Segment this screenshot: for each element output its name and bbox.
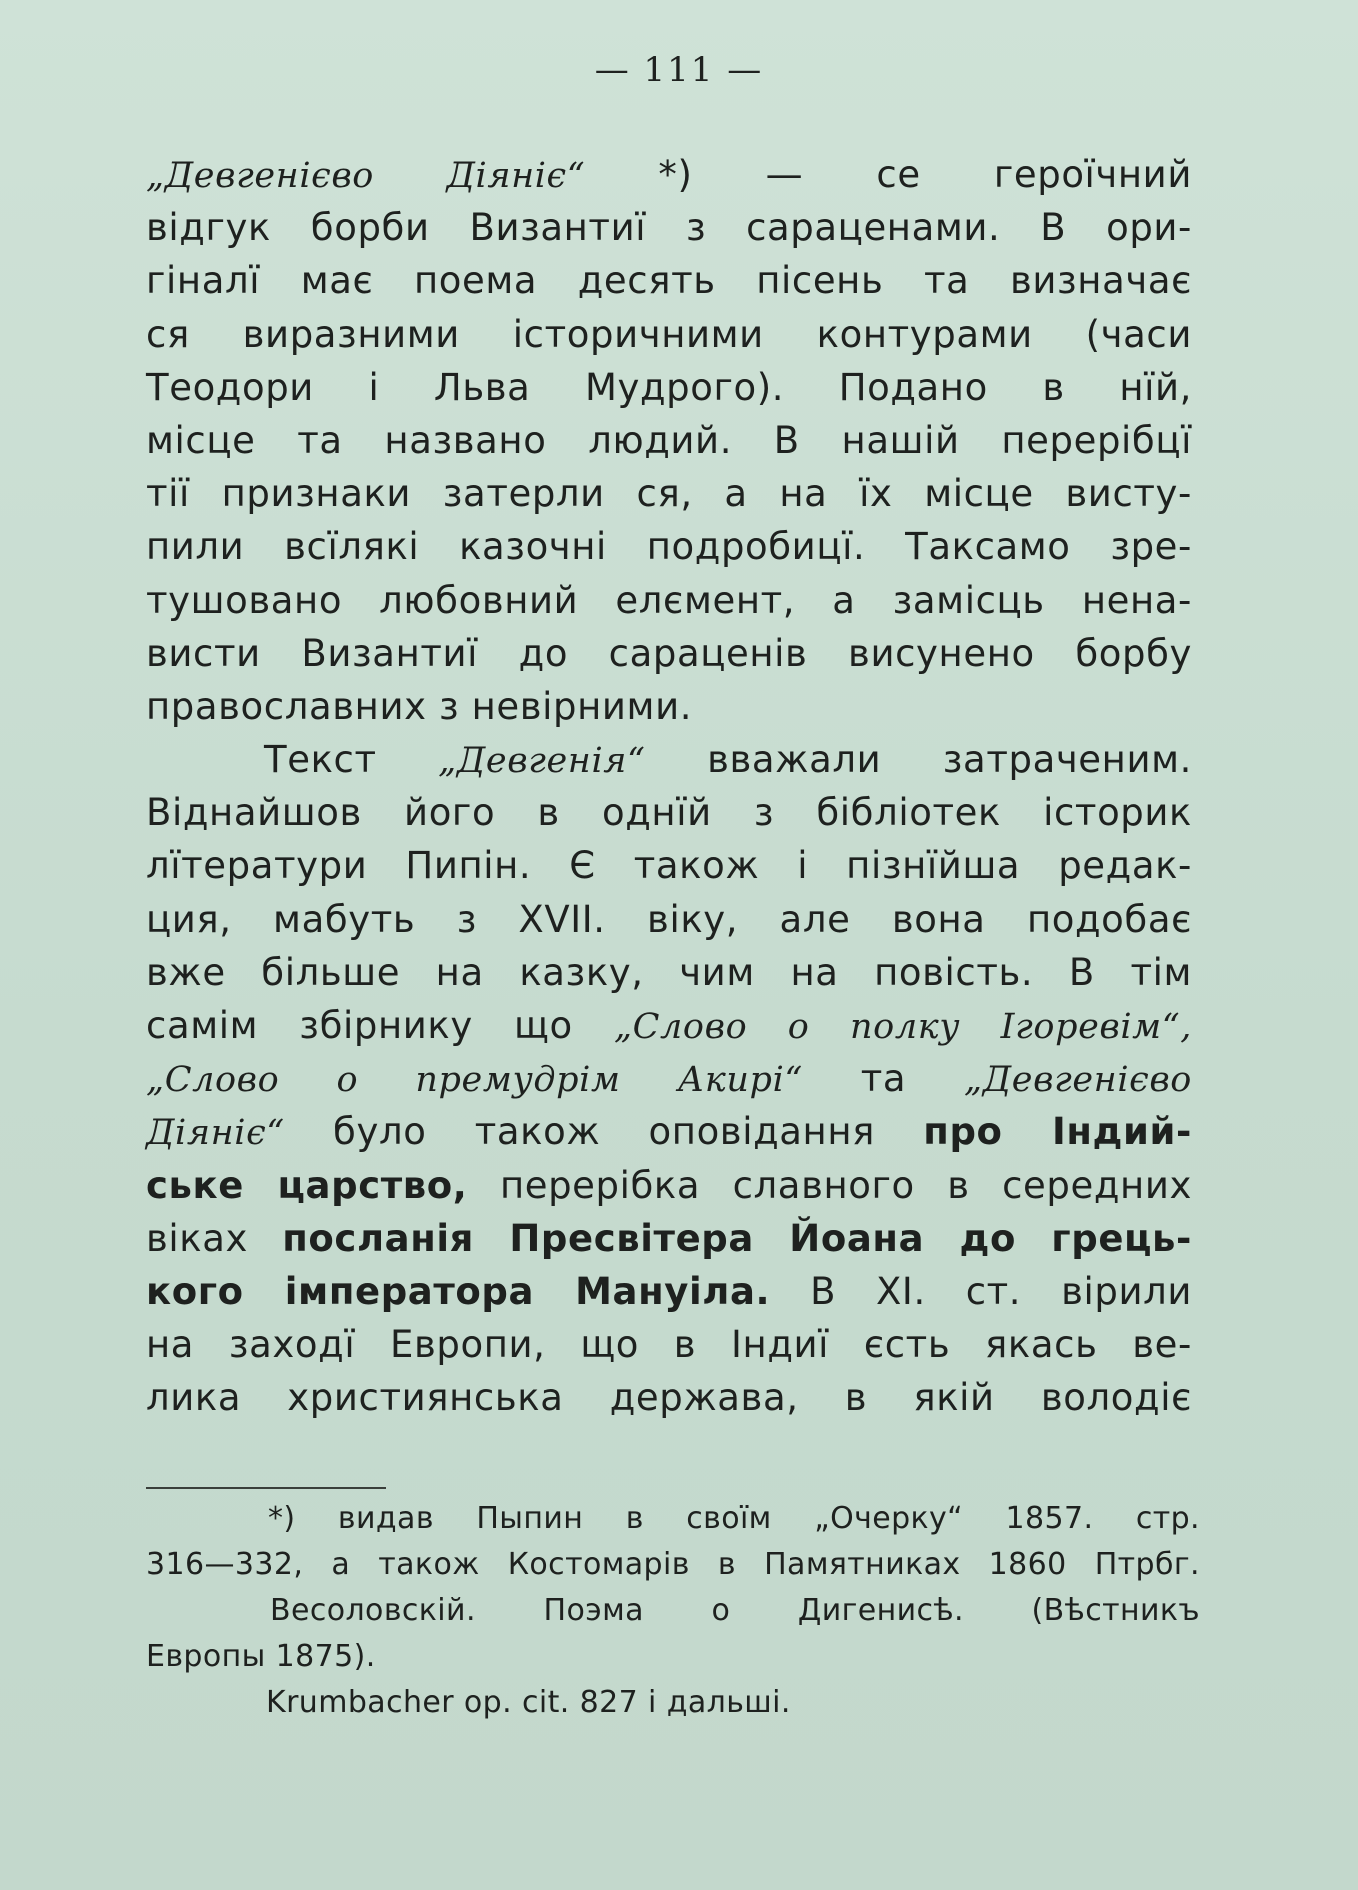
italic-title: „Девгенія“ xyxy=(438,741,646,782)
bold-phrase: кого імператора Мануіла. xyxy=(146,1269,771,1313)
text-fragment: та xyxy=(860,1057,907,1101)
text-line: місце та названо людий. В нашій перерібцї xyxy=(146,418,1192,462)
text-fragment: Текст xyxy=(264,738,377,782)
text-line xyxy=(146,1052,1192,1105)
page-number: — 111 — xyxy=(594,50,764,90)
footnote-line: Европы 1875). xyxy=(146,1639,376,1674)
text-fragment: віках xyxy=(146,1216,249,1260)
footnote-line: Весоловскій. Поэма о Дигенисѣ. (Вѣстникъ xyxy=(270,1593,1200,1628)
text-line: православних з невірними. xyxy=(146,684,693,728)
text-line xyxy=(146,999,1192,1052)
footnote-line: 316—332, а також Костомарів в Памятниках 1860 Птрбг. xyxy=(146,1547,1200,1582)
bold-phrase: про Індий- xyxy=(923,1110,1192,1154)
footnote-divider xyxy=(146,1487,386,1489)
italic-title: „Слово о полку Ігоревім“, xyxy=(613,1007,1192,1047)
text-fragment: В XI. ст. вірили xyxy=(810,1269,1192,1313)
text-line: ся виразними історичними контурами (часи xyxy=(146,312,1192,356)
text-line: на заходї Европи, що в Індиї єсть якась ве- xyxy=(146,1323,1192,1367)
text-line: лїтератури Пипін. Є також і пізнїйша редак- xyxy=(146,844,1192,888)
bold-phrase: посланія Пресвітера Йоана до грець- xyxy=(282,1216,1192,1260)
text-line: пили всїлякі казочні подробицї. Таксамо зре- xyxy=(146,525,1192,569)
text-line xyxy=(146,1105,1192,1158)
italic-title: „Слово о премудрім Акирі“ xyxy=(146,1060,803,1101)
text-line: гіналї має поема десять пісень та визначає xyxy=(146,259,1192,303)
text-fragment: *) — се героїчний xyxy=(658,153,1192,196)
text-line xyxy=(146,733,1192,786)
text-fragment: перерібка славного в середних xyxy=(499,1163,1192,1207)
text-line: вже більше на казку, чим на повість. В тім xyxy=(146,950,1192,994)
footnote-line: *) видав Пыпин в своїм „Очерку“ 1857. стр. xyxy=(268,1501,1200,1536)
text-line: тії признаки затерли ся, а на їх місце висту- xyxy=(146,472,1192,516)
bold-phrase: ське царство, xyxy=(146,1163,468,1207)
text-line: Віднайшов його в однїй з бібліотек історик xyxy=(146,791,1192,835)
text-line: ция, мабуть з XVII. віку, але вона подобає xyxy=(146,897,1192,941)
italic-title: Діяніє“ xyxy=(146,1113,285,1154)
text-line: висти Византиї до сараценів висунено борбу xyxy=(146,631,1192,675)
text-fragment: було також оповідання xyxy=(333,1110,875,1154)
text-line: лика християнська держава, в якій володіє xyxy=(146,1376,1192,1420)
main-text xyxy=(146,148,1192,1425)
footnotes xyxy=(146,1496,1200,1726)
text-line xyxy=(146,1212,1192,1265)
text-line xyxy=(146,1265,1192,1318)
footnote-line: Krumbacher op. cit. 827 і дальші. xyxy=(266,1685,791,1720)
italic-title: „Девгенієво Діяніє“ xyxy=(146,156,586,196)
text-line: Теодори і Льва Мудрого). Подано в нїй, xyxy=(146,365,1192,409)
text-line: відгук борби Византиї з сараценами. В ори- xyxy=(146,206,1192,250)
text-fragment: самім збірнику що xyxy=(146,1004,573,1047)
italic-title: „Девгенієво xyxy=(964,1060,1192,1101)
text-line xyxy=(146,148,1192,201)
text-line: тушовано любовний елємент, а замісць нена- xyxy=(146,578,1192,622)
text-fragment: вважали затраченим. xyxy=(707,738,1192,782)
text-line xyxy=(146,1159,1192,1212)
